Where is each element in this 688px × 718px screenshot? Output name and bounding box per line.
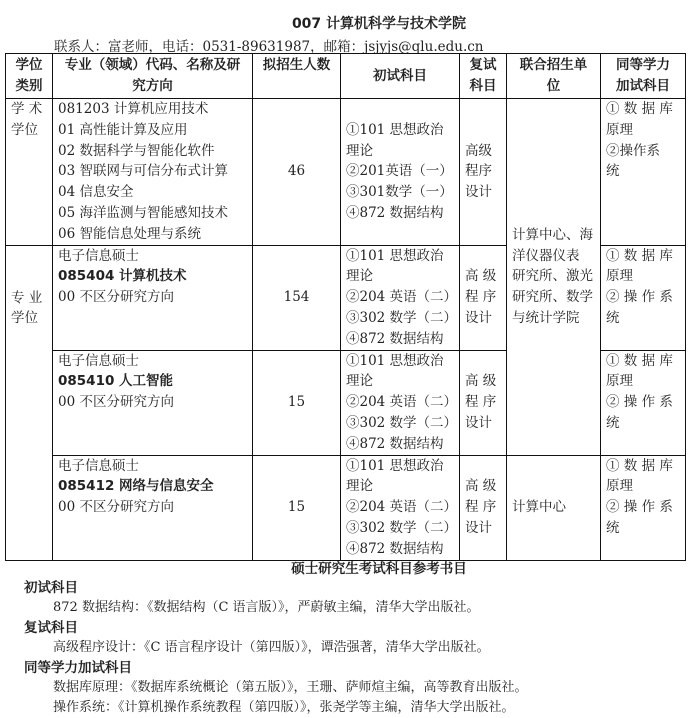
table-row: [6, 99, 686, 246]
major-cell: 电子信息硕士 085412 网络与信息安全 00 不区分研究方向: [53, 455, 253, 560]
exam-subjects-cell: ①101 思想政治 理论 ②204 英语（二） ③302 数学（二） ④872 数据结构: [341, 455, 460, 560]
retest-subject-cell: 高 级 程 序 设计: [460, 245, 507, 350]
reference-item: 数据库原理：《数据库系统概论（第五版）》，王珊、萨师煊主编，高等教育出版社。: [53, 680, 528, 695]
page-title: 007 计算机科学与技术学院: [291, 16, 467, 32]
retest-subject-cell: 高级 程序 设计: [460, 99, 507, 246]
reference-title: 硕士研究生考试科目参考书目: [291, 561, 467, 577]
extra-exam-cell: ① 数 据 库 原理 ② 操 作 系 统: [601, 455, 686, 560]
major-cell: 电子信息硕士 085404 计算机技术 00 不区分研究方向: [53, 245, 253, 350]
exam-subjects-cell: ①101 思想政治 理论 ②204 英语（二） ③302 数学（二） ④872 数据结构: [341, 245, 460, 350]
major-cell: 081203 计算机应用技术 01 高性能计算及应用 02 数据科学与智能化软件 03 智联网与可信分布式计算 04 信息安全 05 海洋监测与智能感知技术 06 智能信息处理与系统: [53, 99, 253, 246]
degree-type-cell: 专 业 学位: [6, 245, 53, 560]
extra-exam-cell: ① 数 据 库 原理 ② 操 作 系 统: [601, 245, 686, 350]
reference-item: 872 数据结构：《数据结构（C 语言版）》，严蔚敏主编，清华大学出版社。: [53, 600, 480, 615]
exam-subjects-cell: ①101 思想政治 理论 ②201英语（一） ③301数学（一） ④872 数据结构: [341, 99, 460, 246]
quota-cell: 46: [253, 99, 341, 246]
col-header-extra-exam: 同等学力 加试科目: [601, 54, 686, 99]
joint-unit-cell: 计算中心: [507, 455, 601, 560]
table-header-row: [6, 54, 686, 99]
table-row: [6, 455, 686, 560]
col-header-major: 专业（领域）代码、名称及研 究方向: [53, 54, 253, 99]
col-header-joint-unit: 联合招生单 位: [507, 54, 601, 99]
quota-cell: 15: [253, 350, 341, 455]
quota-cell: 154: [253, 245, 341, 350]
col-header-retest: 复试 科目: [460, 54, 507, 99]
admissions-table: [5, 53, 686, 561]
reference-item: 高级程序设计：《C 语言程序设计（第四版）》，谭浩强著，清华大学出版社。: [53, 640, 490, 655]
exam-subjects-cell: ①101 思想政治 理论 ②204 英语（二） ③302 数学（二） ④872 数据结构: [341, 350, 460, 455]
quota-cell: 15: [253, 455, 341, 560]
contact-info: 联系人：富老师，电话：0531-89631987，邮箱：jsjyjs@qlu.edu.cn: [54, 39, 484, 55]
section-heading-extra-exam: 同等学力加试科目: [24, 660, 132, 676]
major-cell: 电子信息硕士 085410 人工智能 00 不区分研究方向: [53, 350, 253, 455]
col-header-degree-type: 学位 类别: [6, 54, 53, 99]
retest-subject-cell: 高 级 程 序 设计: [460, 350, 507, 455]
degree-type-cell: 学 术 学位: [6, 99, 53, 246]
retest-subject-cell: 高 级 程 序 设计: [460, 455, 507, 560]
joint-unit-cell: 计算中心、海 洋仪器仪表 研究所、激光 研究所、数学 与统计学院: [507, 99, 601, 456]
reference-item: 操作系统：《计算机操作系统教程（第四版）》，张尧学等主编，清华大学出版社。: [53, 700, 515, 715]
extra-exam-cell: ① 数 据 库 原理 ② 操 作 系 统: [601, 350, 686, 455]
section-heading-initial-exam: 初试科目: [24, 580, 78, 596]
col-header-exam: 初试科目: [341, 54, 460, 99]
extra-exam-cell: ① 数 据 库 原理 ②操作系 统: [601, 99, 686, 246]
reference-books-section: [0, 560, 688, 718]
section-heading-retest: 复试科目: [24, 620, 78, 636]
col-header-quota: 拟招生人数: [253, 54, 341, 99]
